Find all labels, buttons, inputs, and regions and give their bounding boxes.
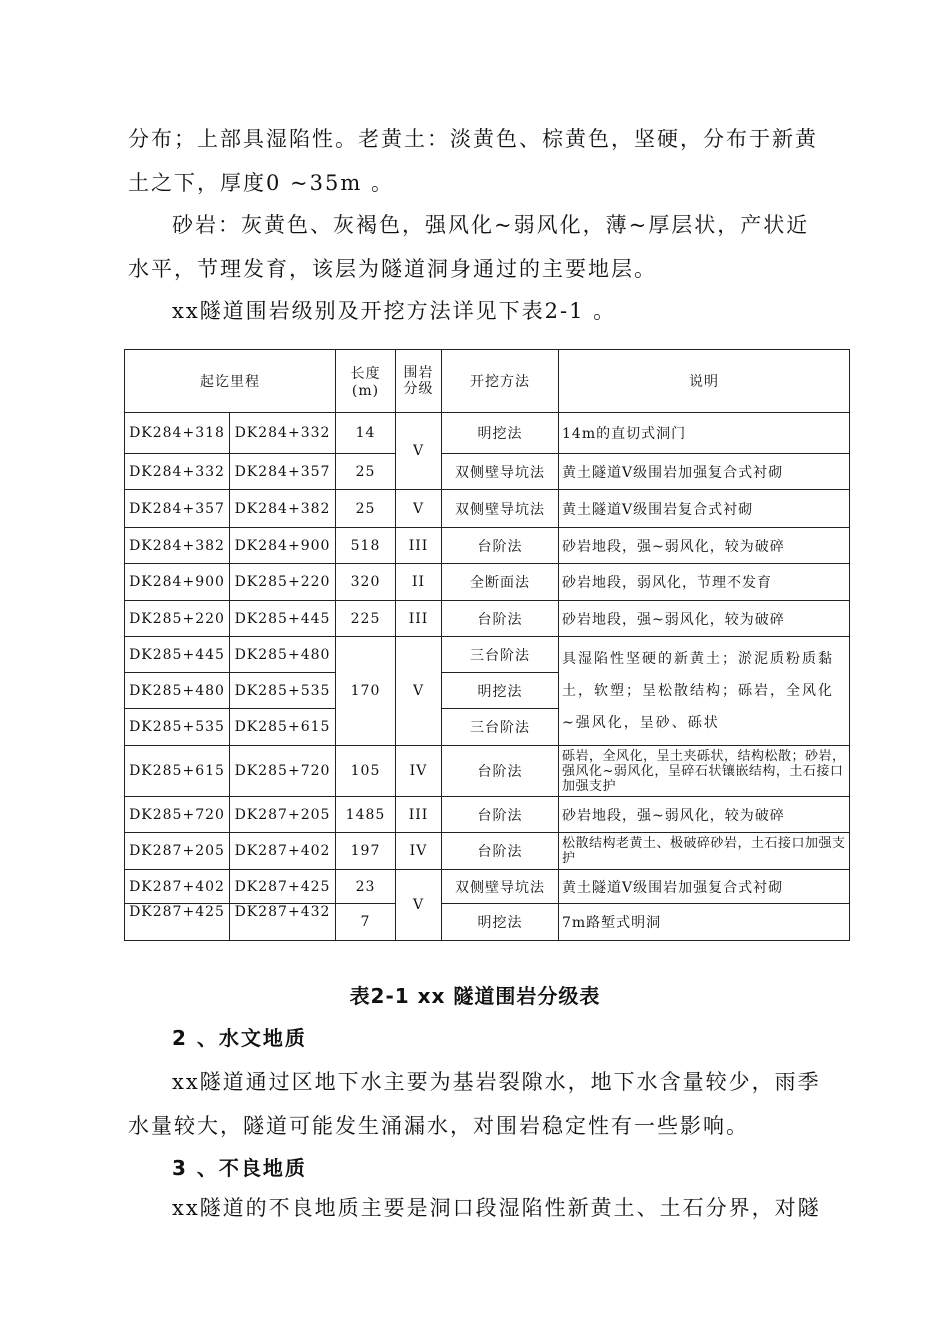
cell-note: 砂岩地段，强~弱风化，较为破碎 bbox=[559, 528, 850, 564]
table-row bbox=[125, 490, 850, 528]
cell-note: 砂岩地段，强~弱风化，较为破碎 bbox=[559, 601, 850, 637]
header-length: 长度(m) bbox=[336, 350, 396, 413]
cell-start: DK284+382 bbox=[125, 528, 230, 564]
cell-end: DK284+900 bbox=[230, 528, 336, 564]
paragraph-sandstone: 砂岩：灰黄色、灰褐色，强风化~弱风化，薄~厚层状，产状近水平，节理发育，该层为隧道洞身通过的主要地层。 bbox=[128, 213, 810, 281]
cell-end: DK285+445 bbox=[230, 601, 336, 637]
cell-end: DK285+615 bbox=[230, 709, 336, 746]
cell-note: 黄土隧道V级围岩复合式衬砌 bbox=[559, 490, 850, 528]
header-note: 说明 bbox=[559, 350, 850, 413]
table-row bbox=[125, 528, 850, 564]
cell-length: 25 bbox=[336, 490, 396, 528]
cell-method: 台阶法 bbox=[442, 528, 559, 564]
section-heading-hydrology: 2 、水文地质 bbox=[172, 1026, 307, 1050]
paragraph-loess: 分布；上部具湿陷性。老黄土：淡黄色、棕黄色，坚硬，分布于新黄土之下，厚度0 ~35m 。 bbox=[128, 127, 818, 195]
cell-method: 双侧壁导坑法 bbox=[442, 870, 559, 904]
cell-start: DK285+720 bbox=[125, 797, 230, 833]
cell-end: DK287+205 bbox=[230, 797, 336, 833]
cell-end: DK285+720 bbox=[230, 746, 336, 797]
paragraph-hydrology: xx隧道通过区地下水主要为基岩裂隙水，地下水含量较少，雨季水量较大，隧道可能发生涌漏水，对围岩稳定性有一些影响。 bbox=[128, 1070, 821, 1138]
header-grade: 围岩分级 bbox=[396, 350, 442, 413]
cell-grade: V bbox=[396, 637, 442, 746]
table-row bbox=[125, 746, 850, 797]
table-row bbox=[125, 413, 850, 454]
table-row bbox=[125, 637, 850, 673]
cell-method: 双侧壁导坑法 bbox=[442, 490, 559, 528]
cell-grade: III bbox=[396, 797, 442, 833]
cell-method: 明挖法 bbox=[442, 904, 559, 941]
cell-length: 14 bbox=[336, 413, 396, 454]
cell-grade: III bbox=[396, 528, 442, 564]
cell-start: DK285+220 bbox=[125, 601, 230, 637]
cell-end: DK284+382 bbox=[230, 490, 336, 528]
cell-note: 具湿陷性坚硬的新黄土；淤泥质粉质黏土，软塑；呈松散结构；砾岩，全风化~强风化，呈砂、砾状 bbox=[559, 637, 850, 746]
cell-method: 台阶法 bbox=[442, 746, 559, 797]
cell-grade: III bbox=[396, 601, 442, 637]
cell-start: DK284+900 bbox=[125, 564, 230, 601]
table-caption: 表2-1 xx 隧道围岩分级表 bbox=[349, 984, 601, 1008]
cell-length: 320 bbox=[336, 564, 396, 601]
cell-note: 14m的直切式洞门 bbox=[559, 413, 850, 454]
table-header-row bbox=[125, 350, 850, 413]
cell-note: 松散结构老黄土、极破碎砂岩，土石接口加强支护 bbox=[559, 833, 850, 870]
cell-note: 砂岩地段，弱风化，节理不发育 bbox=[559, 564, 850, 601]
cell-length: 1485 bbox=[336, 797, 396, 833]
header-method: 开挖方法 bbox=[442, 350, 559, 413]
cell-method: 三台阶法 bbox=[442, 637, 559, 673]
table-row bbox=[125, 797, 850, 833]
cell-length: 105 bbox=[336, 746, 396, 797]
cell-length: 197 bbox=[336, 833, 396, 870]
cell-grade: IV bbox=[396, 746, 442, 797]
cell-method: 全断面法 bbox=[442, 564, 559, 601]
cell-length: 7 bbox=[336, 904, 396, 941]
cell-length: 225 bbox=[336, 601, 396, 637]
cell-grade: V bbox=[396, 490, 442, 528]
cell-method: 明挖法 bbox=[442, 413, 559, 454]
cell-method: 台阶法 bbox=[442, 601, 559, 637]
paragraph-adverse-geology: xx隧道的不良地质主要是洞口段湿陷性新黄土、土石分界，对隧 bbox=[172, 1196, 821, 1220]
table-row bbox=[125, 454, 850, 490]
cell-start: DK287+402 bbox=[125, 870, 230, 904]
cell-end: DK287+425 bbox=[230, 870, 336, 904]
rock-grade-table bbox=[124, 349, 850, 941]
cell-start: DK285+535 bbox=[125, 709, 230, 746]
table-row bbox=[125, 870, 850, 904]
cell-start: DK285+445 bbox=[125, 637, 230, 673]
cell-end: DK285+535 bbox=[230, 673, 336, 709]
cell-start: DK284+318 bbox=[125, 413, 230, 454]
header-mileage: 起讫里程 bbox=[125, 350, 336, 413]
cell-grade: IV bbox=[396, 833, 442, 870]
cell-grade: V bbox=[396, 413, 442, 490]
cell-method: 三台阶法 bbox=[442, 709, 559, 746]
cell-note: 7m路堑式明洞 bbox=[559, 904, 850, 941]
cell-start: DK284+332 bbox=[125, 454, 230, 490]
cell-note: 砾岩，全风化，呈土夹砾状，结构松散；砂岩，强风化~弱风化，呈碎石状镶嵌结构，土石接口加强支护 bbox=[559, 746, 850, 797]
cell-end: DK285+220 bbox=[230, 564, 336, 601]
paragraph-table-intro: xx隧道围岩级别及开挖方法详见下表2-1 。 bbox=[172, 299, 617, 323]
table-row bbox=[125, 601, 850, 637]
cell-note: 黄土隧道V级围岩加强复合式衬砌 bbox=[559, 870, 850, 904]
cell-end: DK284+357 bbox=[230, 454, 336, 490]
table-row bbox=[125, 833, 850, 870]
cell-start: DK287+425 bbox=[125, 904, 230, 941]
cell-method: 台阶法 bbox=[442, 797, 559, 833]
cell-start: DK287+205 bbox=[125, 833, 230, 870]
section-heading-adverse-geology: 3 、不良地质 bbox=[172, 1156, 307, 1180]
cell-end: DK285+480 bbox=[230, 637, 336, 673]
cell-start: DK285+480 bbox=[125, 673, 230, 709]
cell-grade: V bbox=[396, 870, 442, 941]
cell-start: DK284+357 bbox=[125, 490, 230, 528]
cell-end: DK287+402 bbox=[230, 833, 336, 870]
cell-grade: II bbox=[396, 564, 442, 601]
cell-method: 明挖法 bbox=[442, 673, 559, 709]
cell-note: 黄土隧道V级围岩加强复合式衬砌 bbox=[559, 454, 850, 490]
cell-method: 双侧壁导坑法 bbox=[442, 454, 559, 490]
cell-method: 台阶法 bbox=[442, 833, 559, 870]
cell-end: DK284+332 bbox=[230, 413, 336, 454]
cell-note: 砂岩地段，强~弱风化，较为破碎 bbox=[559, 797, 850, 833]
table-row bbox=[125, 564, 850, 601]
cell-length: 23 bbox=[336, 870, 396, 904]
cell-length: 518 bbox=[336, 528, 396, 564]
cell-length: 170 bbox=[336, 637, 396, 746]
cell-end: DK287+432 bbox=[230, 904, 336, 941]
cell-start: DK285+615 bbox=[125, 746, 230, 797]
cell-length: 25 bbox=[336, 454, 396, 490]
table-row bbox=[125, 904, 850, 941]
